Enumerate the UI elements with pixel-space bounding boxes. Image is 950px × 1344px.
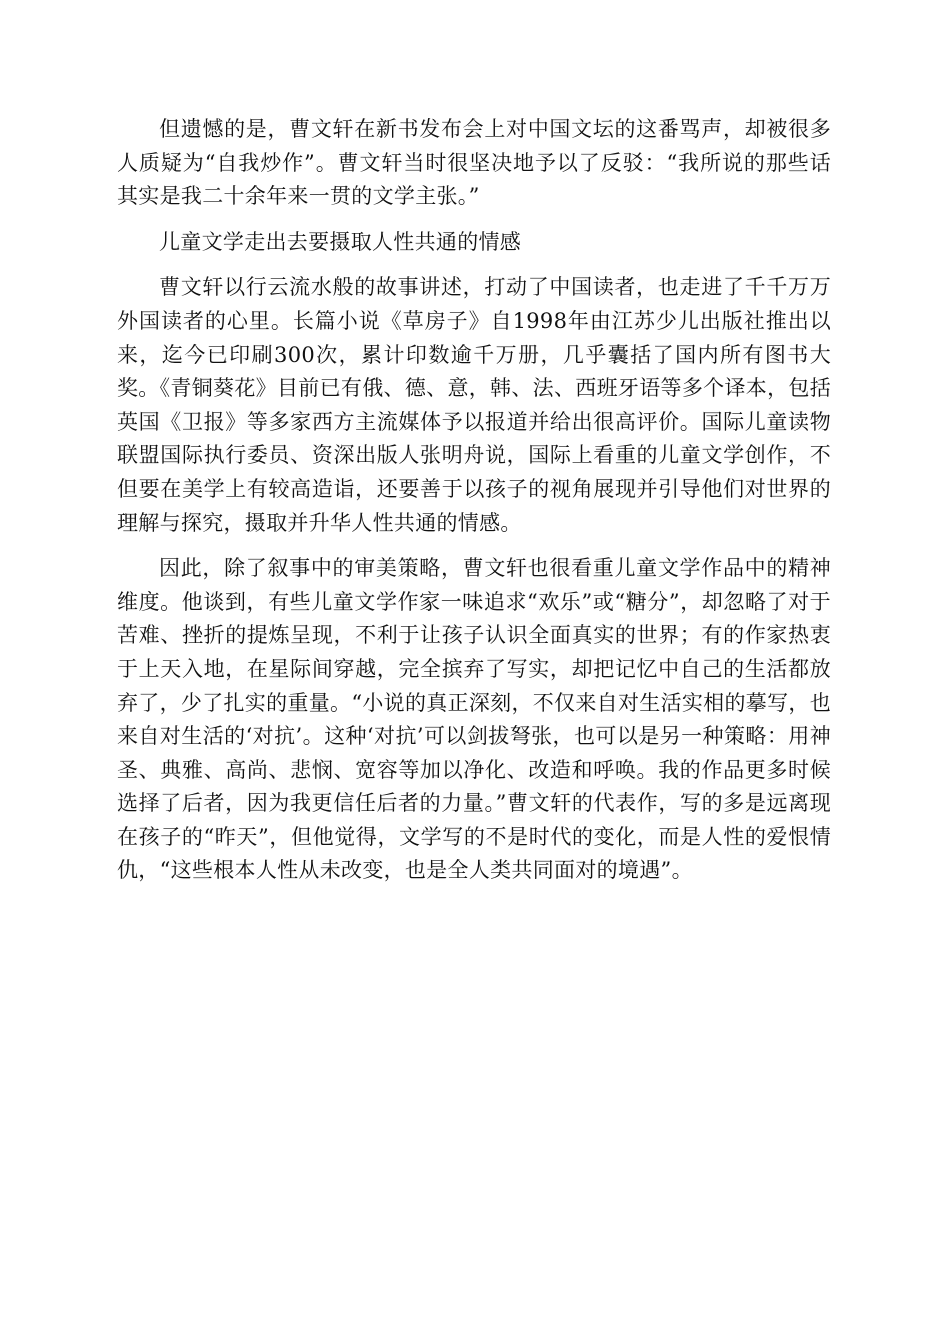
section-heading: 儿童文学走出去要摄取人性共通的情感 <box>159 229 522 254</box>
paragraph-international-readers: 曹文轩以行云流水般的故事讲述，打动了中国读者，也走进了千千万万外国读者的心里。长篇小说《草房子》自1998年由江苏少儿出版社推出以来，迄今已印刷300次，累计印数逾千万册，几乎囊括了国内所有图书大奖。《青铜葵花》目前已有俄、德、意，韩、法、西班牙语等多个译本，包括英国《卫报》等多家西方主流媒体予以报道并给出很高评价。国际儿童读物联盟国际执行委员、资深出版人张明舟说，国际上看重的儿童文学创作，不但要在美学上有较高造诣，还要善于以孩子的视角展现并引导他们对世界的理解与探究，摄取并升华人性共通的情感。 <box>117 275 831 535</box>
document-page <box>117 113 831 888</box>
paragraph-spiritual-dimension: 因此，除了叙事中的审美策略，曹文轩也很看重儿童文学作品中的精神维度。他谈到，有些儿童文学作家一味追求“欢乐”或“糖分”，却忽略了对于苦难、挫折的提炼呈现，不利于让孩子认识全面真实的世界；有的作家热衷于上天入地，在星际间穿越，完全摈弃了写实，却把记忆中自己的生活都放弃了，少了扎实的重量。“小说的真正深刻，不仅来自对生活实相的摹写，也来自对生活的‘对抗’。这种‘对抗’可以剑拔弩张，也可以是另一种策略：用神圣、典雅、高尚、悲悯、宽容等加以净化、改造和呼唤。我的作品更多时候选择了后者，因为我更信任后者的力量。”曹文轩的代表作，写的多是远离现在孩子的“昨天”，但他觉得，文学写的不是时代的变化，而是人性的爱恨情仇，“这些根本人性从未改变，也是全人类共同面对的境遇”。 <box>117 556 831 883</box>
paragraph-criticism-response: 但遗憾的是，曹文轩在新书发布会上对中国文坛的这番骂声，却被很多人质疑为“自我炒作”。曹文轩当时很坚决地予以了反驳：“我所说的那些话其实是我二十余年来一贯的文学主张。” <box>117 117 831 209</box>
